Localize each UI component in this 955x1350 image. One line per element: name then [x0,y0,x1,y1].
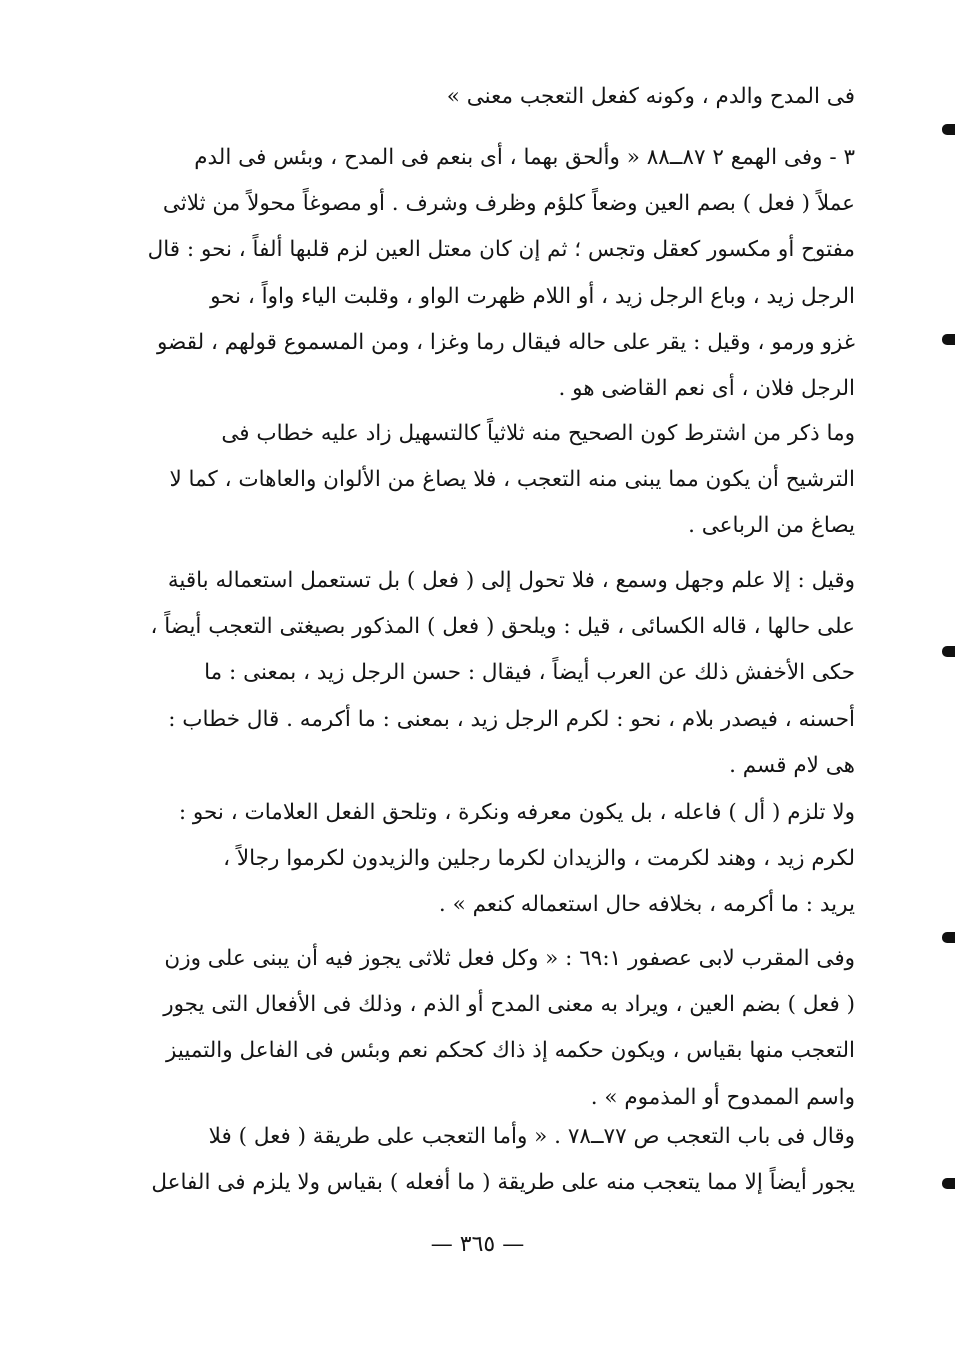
text-line: واسم الممدوح أو المذموم » . [590,1084,855,1110]
text-line: الترشيح أن يكون مما يبنى منه التعجب ، فلا يصاغ من الألوان والعاهات ، كما لا [169,467,855,493]
paragraph-tarshih [135,411,855,550]
text-line: وقال فى باب التعجب ص ٧٧ــ٧٨ . « وأما التعجب على طريقة ( فعل ) فلا [208,1124,855,1149]
text-line: غزو ورمو ، وقيل : يقر على حاله فيقال رما وغزا ، ومن المسموع قولهم ، لقضو [156,329,855,355]
text-line: على حالها ، قاله الكسائى ، قيل : ويلحق ( فعل ) المذكور بصيغتى التعجب أيضاً ، [150,614,855,640]
text-line: مفتوح أو مكسور كعقل وتجس ؛ ثم إن كان معتل العين لزم قلبها ألفاً ، نحو : قال [147,237,855,263]
page-number: — ٣٦٥ — [430,1232,525,1257]
paragraph-muqarrab [135,936,855,1121]
binding-mark [942,124,955,135]
text-line: أحسنه ، فيصدر بلام ، نحو : لكرم الرجل زيد ، بمعنى : ما أكرمه . قال خطاب : [168,706,855,732]
text-line: هى لام قسم . [729,752,855,778]
body-text [135,74,855,120]
text-line: ولا تلزم ( أل ) فاعله ، بل يكون معرفه ونكرة ، وتلحق الفعل العلامات ، نحو : [178,800,855,825]
paragraph-al-fail [135,790,855,929]
text-line: يصاغ من الرباعى . [688,513,855,539]
text-line: يريد : ما أكرمه ، بخلافه حال استعماله كنعم » . [438,892,855,918]
paragraph-kisai [135,558,855,789]
text-line: ٣ - وفى الهمع ٢ ٨٧ــ٨٨ « وألحق بهما ، أى بنعم فى المدح ، وبئس فى الدم [194,145,855,170]
binding-mark [942,334,955,345]
binding-mark [942,932,955,943]
text-line: فى المدح والدم ، وكونه كفعل التعجب معنى » [446,84,855,109]
text-line: التعجب منها بقياس ، ويكون حكمه إذ ذاك كحكم نعم وبئس فى الفاعل والتمييز [166,1038,855,1064]
text-line: الرجل زيد ، وباع الرجل زيد ، أو اللام ظهرت الواو ، وقلبت الياء واواً ، نحو [210,283,855,309]
text-line: الرجل فلان ، أى نعم القاضى هو . [558,375,855,401]
binding-mark [942,646,955,657]
text-line: وقيل : إلا علم وجهل وسمع ، فلا تحول إلى ( فعل ) بل تستعمل استعماله باقية [167,568,855,593]
text-line: ( فعل ) بضم العين ، ويراد به معنى المدح أو الذم ، وذلك فى الأفعال التى يجور [163,992,855,1018]
text-line: وما ذكر من اشترط كون الصحيح منه ثلاثياً كالتسهيل زاد عليه خطاب فى [221,421,855,446]
footnote-3-paragraph [135,135,855,412]
text-line: وفى المقرب لابى عصفور ٦٩:١ : « وكل فعل ثلاثى يجوز فيه أن يبنى على وزن [164,946,855,971]
text-line: عملاً ( فعل ) بصم العين وضعاً كلؤم وظرف وشرف . أو مصوغاً محولاً من ثلاثى [162,191,855,217]
text-line: يجور أيضاً إلا مما يتعجب منه على طريقة ( ما أفعله ) بقياس ولا يلزم فى الفاعل [151,1170,855,1196]
text-line: حكى الأخفش ذلك عن العرب أيضاً ، فيقال : حسن الرجل زيد ، بمعنى : ما [204,660,855,686]
text-line: لكرم زيد ، وهند لكرمت ، والزيدان لكرما رجلين والزيدون لكرموا رجالاً ، [223,846,855,872]
binding-mark [942,1178,955,1189]
paragraph-bab-taajjub [135,1114,855,1206]
